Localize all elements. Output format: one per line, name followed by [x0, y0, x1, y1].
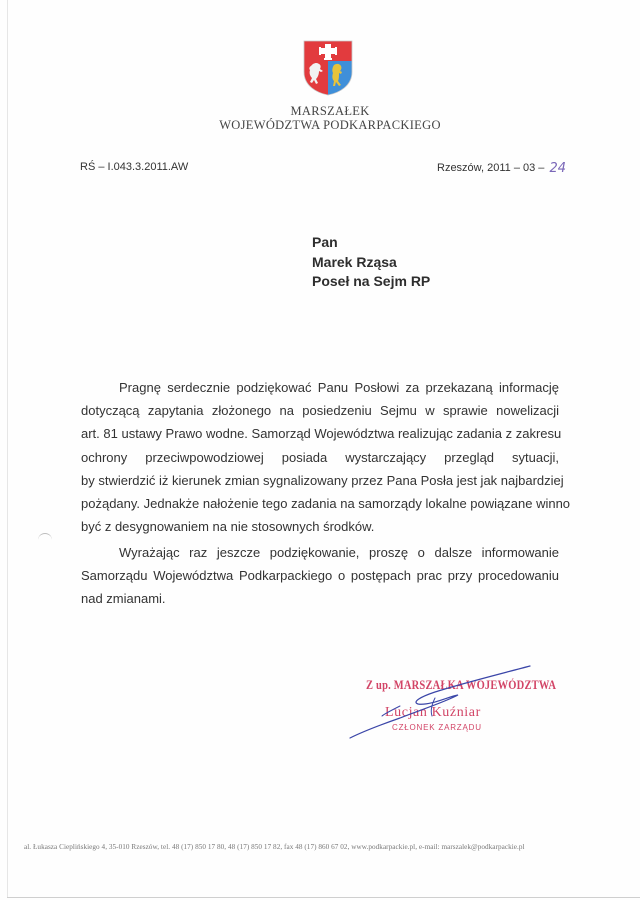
body-line: Samorządu Województwa Podkarpackiego o postępach prac przy procedowaniu: [81, 568, 559, 584]
issuer-subtitle: WOJEWÓDZTWA PODKARPACKIEGO: [219, 118, 441, 132]
stamp-signatory-role: CZŁONEK ZARZĄDU: [392, 723, 482, 732]
recipient-salutation: Pan: [312, 234, 338, 250]
issuer-title: MARSZAŁEK: [290, 104, 370, 118]
body-line: Pragnę serdecznie podziękować Panu Posłowi za przekazaną informację: [119, 380, 559, 395]
handwritten-signature: [340, 662, 540, 742]
recipient-name: Marek Rząsa: [312, 253, 397, 270]
date-printed: Rzeszów, 2011 – 03 –: [437, 162, 545, 174]
stamp-authority-line: Z up. MARSZAŁKA WOJEWÓDZTWA: [366, 680, 557, 693]
letter-date: [437, 160, 566, 175]
scan-edge-bottom: [7, 897, 640, 898]
coat-of-arms-icon: [303, 40, 353, 96]
body-paragraph-2: [81, 541, 559, 611]
body-line: dotyczącą zapytania złożonego na posiedzeniu Sejmu w sprawie nowelizacji: [81, 403, 559, 419]
body-line: nad zmianami.: [81, 591, 166, 607]
recipient-block: [312, 233, 430, 292]
recipient-title: Poseł na Sejm RP: [312, 273, 431, 289]
body-line: być z desygnowaniem na nie stosownych środków.: [81, 519, 375, 535]
body-line: by stwierdzić iż kierunek zmian sygnalizowany przez Pana Posła jest jak najbardziej: [81, 472, 564, 488]
body-line: Wyrażając raz jeszcze podziękowanie, proszę o dalsze informowanie: [119, 545, 559, 560]
scan-edge-left: [7, 0, 8, 898]
body-line: art. 81 ustawy Prawo wodne. Samorząd Województwa realizując zadania z zakresu: [81, 426, 562, 442]
body-line: pożądany. Jednakże nałożenie tego zadania na samorządy lokalne powiązane winno: [81, 495, 571, 511]
scan-artifact-mark: [38, 533, 52, 544]
body-paragraph-1: [81, 376, 571, 538]
stamp-signatory-name: Lucjan Kuźniar: [385, 705, 481, 720]
footer-contact: al. Łukasza Cieplińskiego 4, 35-010 Rzeszów, tel. 48 (17) 850 17 80, 48 (17) 850 17 82, fax 48 (17) 860 67 02, www.podkarpackie.pl, e-mail: marszalek@podkarpackie.pl: [24, 843, 525, 851]
reference-number: RŚ – I.043.3.2011.AW: [80, 161, 189, 173]
body-line: ochrony przeciwpowodziowej posiada wystarczający przegląd sytuacji,: [81, 449, 559, 465]
date-handwritten-day: 24: [549, 161, 567, 176]
